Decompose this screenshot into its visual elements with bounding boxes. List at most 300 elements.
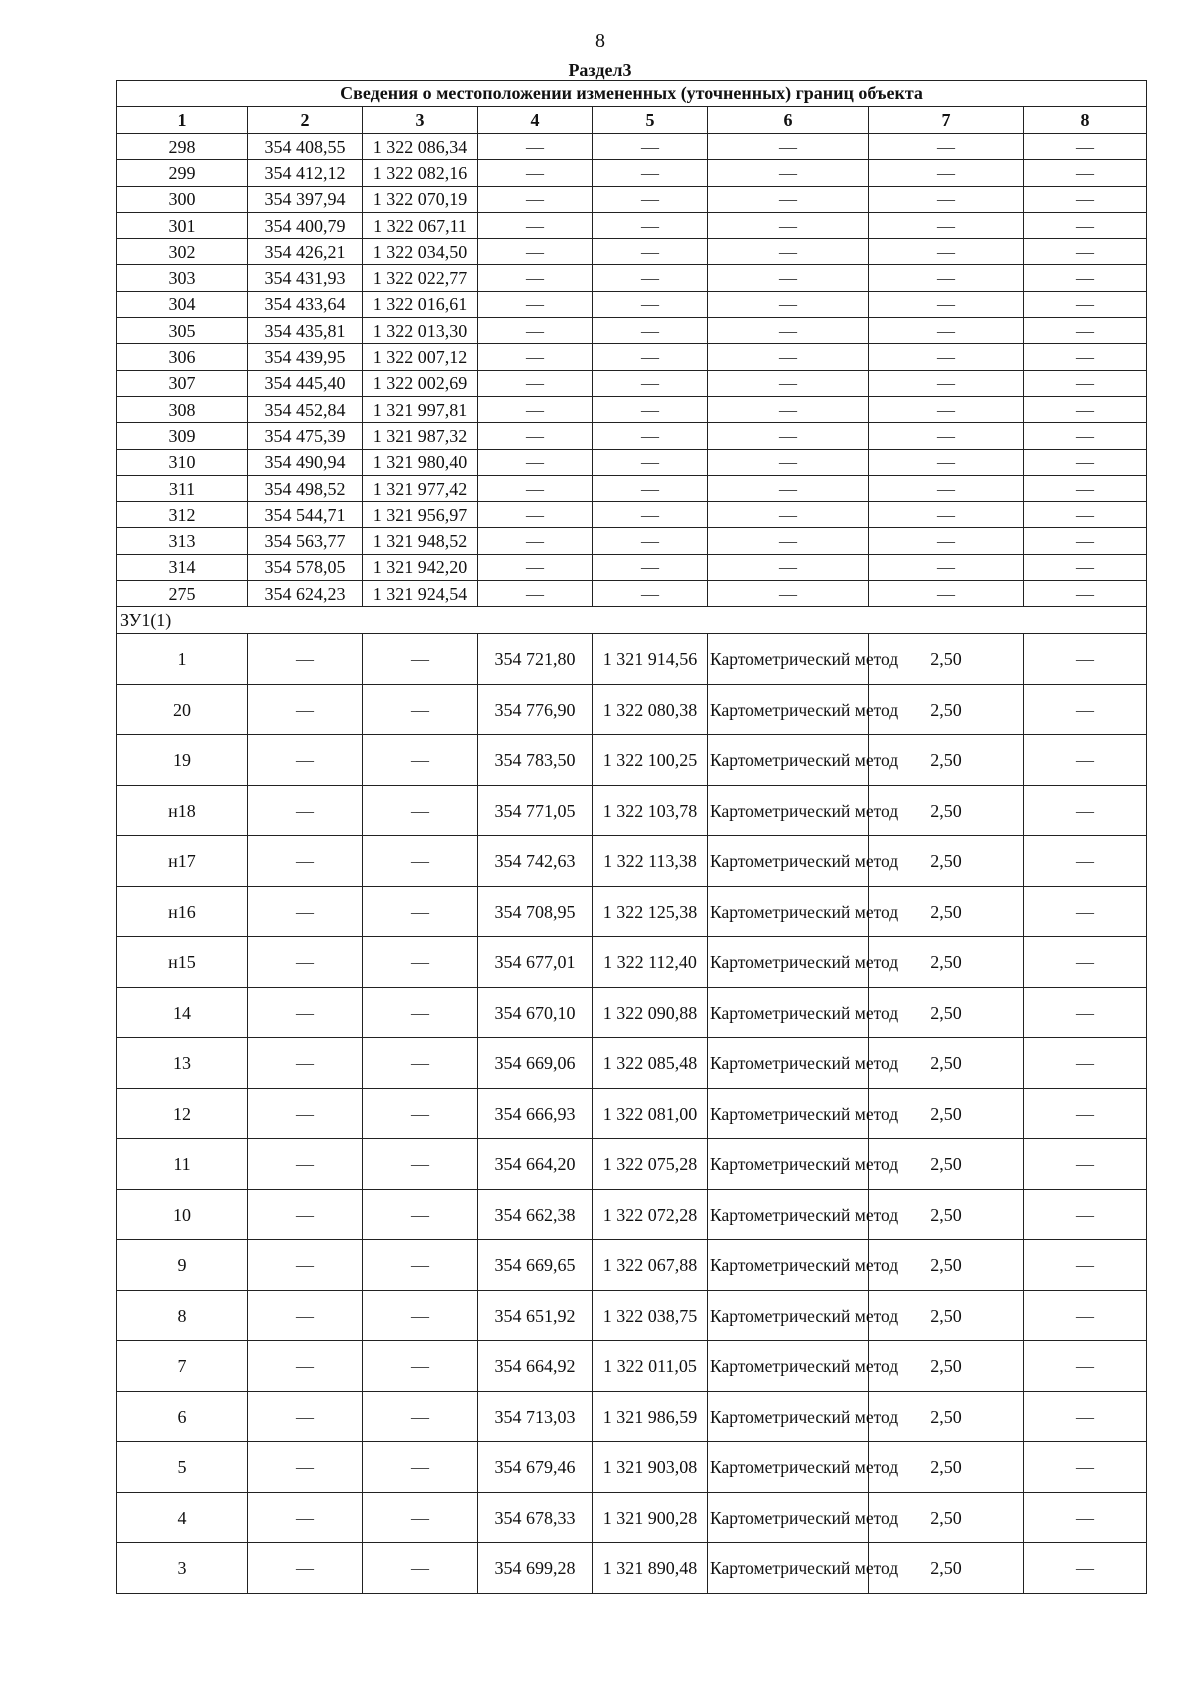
empty-dash: — <box>708 134 869 160</box>
empty-dash: — <box>363 1290 478 1341</box>
empty-dash: — <box>593 581 708 607</box>
empty-dash: — <box>1024 212 1147 238</box>
accuracy-cell: 2,50 <box>869 836 1024 887</box>
new-y: 1 321 890,48 <box>593 1543 708 1594</box>
empty-dash: — <box>593 212 708 238</box>
empty-dash: — <box>593 423 708 449</box>
empty-dash: — <box>593 396 708 422</box>
empty-dash: — <box>363 1139 478 1190</box>
empty-dash: — <box>248 1543 363 1594</box>
point-number: 20 <box>117 684 248 735</box>
table-row <box>117 1341 1147 1392</box>
point-number: 275 <box>117 581 248 607</box>
column-number-5: 5 <box>593 107 708 134</box>
accuracy-cell: 2,50 <box>869 1391 1024 1442</box>
point-number: 1 <box>117 634 248 685</box>
method-cell: Картометрический метод <box>708 1290 869 1341</box>
existing-x: 354 578,05 <box>248 554 363 580</box>
point-number: 3 <box>117 1543 248 1594</box>
point-number: 14 <box>117 987 248 1038</box>
method-cell: Картометрический метод <box>708 1139 869 1190</box>
empty-dash: — <box>478 475 593 501</box>
existing-x: 354 435,81 <box>248 318 363 344</box>
existing-x: 354 412,12 <box>248 160 363 186</box>
empty-dash: — <box>478 581 593 607</box>
existing-x: 354 431,93 <box>248 265 363 291</box>
accuracy-cell: 2,50 <box>869 1341 1024 1392</box>
empty-dash: — <box>248 1492 363 1543</box>
new-x: 354 677,01 <box>478 937 593 988</box>
table-row <box>117 186 1147 212</box>
empty-dash: — <box>248 937 363 988</box>
point-number: 6 <box>117 1391 248 1442</box>
empty-dash: — <box>869 265 1024 291</box>
method-cell: Картометрический метод <box>708 1341 869 1392</box>
point-number: 301 <box>117 212 248 238</box>
table-row <box>117 370 1147 396</box>
accuracy-cell: 2,50 <box>869 785 1024 836</box>
new-y: 1 321 914,56 <box>593 634 708 685</box>
column-number-2: 2 <box>248 107 363 134</box>
existing-y: 1 321 942,20 <box>363 554 478 580</box>
existing-y: 1 322 022,77 <box>363 265 478 291</box>
empty-dash: — <box>869 502 1024 528</box>
empty-dash: — <box>1024 634 1147 685</box>
existing-y: 1 321 997,81 <box>363 396 478 422</box>
point-number: 7 <box>117 1341 248 1392</box>
new-y: 1 322 085,48 <box>593 1038 708 1089</box>
table-row <box>117 987 1147 1038</box>
empty-dash: — <box>363 1038 478 1089</box>
table-row <box>117 291 1147 317</box>
table-row <box>117 1391 1147 1442</box>
new-y: 1 321 903,08 <box>593 1442 708 1493</box>
new-y: 1 322 125,38 <box>593 886 708 937</box>
empty-dash: — <box>248 1442 363 1493</box>
accuracy-cell: 2,50 <box>869 1442 1024 1493</box>
table-row <box>117 1189 1147 1240</box>
table-row <box>117 886 1147 937</box>
empty-dash: — <box>248 1240 363 1291</box>
table-row <box>117 1240 1147 1291</box>
point-number: 305 <box>117 318 248 344</box>
method-cell: Картометрический метод <box>708 1391 869 1442</box>
empty-dash: — <box>869 423 1024 449</box>
empty-dash: — <box>248 1139 363 1190</box>
point-number: 307 <box>117 370 248 396</box>
point-number: 299 <box>117 160 248 186</box>
point-number: 11 <box>117 1139 248 1190</box>
accuracy-cell: 2,50 <box>869 1088 1024 1139</box>
column-number-4: 4 <box>478 107 593 134</box>
empty-dash: — <box>478 344 593 370</box>
accuracy-cell: 2,50 <box>869 1240 1024 1291</box>
empty-dash: — <box>248 1189 363 1240</box>
table-row <box>117 1543 1147 1594</box>
accuracy-cell: 2,50 <box>869 1543 1024 1594</box>
method-cell: Картометрический метод <box>708 937 869 988</box>
empty-dash: — <box>1024 160 1147 186</box>
new-x: 354 708,95 <box>478 886 593 937</box>
point-number: н15 <box>117 937 248 988</box>
empty-dash: — <box>478 160 593 186</box>
empty-dash: — <box>1024 1543 1147 1594</box>
empty-dash: — <box>478 239 593 265</box>
existing-y: 1 322 034,50 <box>363 239 478 265</box>
empty-dash: — <box>1024 318 1147 344</box>
method-cell: Картометрический метод <box>708 1240 869 1291</box>
method-cell: Картометрический метод <box>708 886 869 937</box>
empty-dash: — <box>869 396 1024 422</box>
empty-dash: — <box>1024 886 1147 937</box>
new-x: 354 771,05 <box>478 785 593 836</box>
accuracy-cell: 2,50 <box>869 1290 1024 1341</box>
empty-dash: — <box>869 554 1024 580</box>
existing-x: 354 433,64 <box>248 291 363 317</box>
empty-dash: — <box>363 1391 478 1442</box>
existing-y: 1 322 086,34 <box>363 134 478 160</box>
existing-y: 1 322 016,61 <box>363 291 478 317</box>
new-x: 354 670,10 <box>478 987 593 1038</box>
table-row <box>117 239 1147 265</box>
point-number: 9 <box>117 1240 248 1291</box>
table-row <box>117 735 1147 786</box>
empty-dash: — <box>708 212 869 238</box>
empty-dash: — <box>708 186 869 212</box>
existing-y: 1 322 070,19 <box>363 186 478 212</box>
existing-x: 354 624,23 <box>248 581 363 607</box>
table-row <box>117 475 1147 501</box>
empty-dash: — <box>1024 1442 1147 1493</box>
empty-dash: — <box>869 475 1024 501</box>
empty-dash: — <box>363 886 478 937</box>
accuracy-cell: 2,50 <box>869 886 1024 937</box>
empty-dash: — <box>1024 186 1147 212</box>
table-row <box>117 423 1147 449</box>
table-row <box>117 1492 1147 1543</box>
empty-dash: — <box>1024 554 1147 580</box>
empty-dash: — <box>593 291 708 317</box>
new-y: 1 322 090,88 <box>593 987 708 1038</box>
table-body <box>117 134 1147 1594</box>
empty-dash: — <box>593 344 708 370</box>
new-y: 1 322 080,38 <box>593 684 708 735</box>
empty-dash: — <box>708 160 869 186</box>
existing-x: 354 544,71 <box>248 502 363 528</box>
empty-dash: — <box>478 212 593 238</box>
new-y: 1 322 103,78 <box>593 785 708 836</box>
accuracy-cell: 2,50 <box>869 1189 1024 1240</box>
table-row <box>117 684 1147 735</box>
empty-dash: — <box>478 186 593 212</box>
coordinates-table <box>116 80 1147 1594</box>
new-x: 354 713,03 <box>478 1391 593 1442</box>
accuracy-cell: 2,50 <box>869 937 1024 988</box>
point-number: 302 <box>117 239 248 265</box>
new-y: 1 321 986,59 <box>593 1391 708 1442</box>
table-row <box>117 528 1147 554</box>
empty-dash: — <box>1024 581 1147 607</box>
column-number-3: 3 <box>363 107 478 134</box>
empty-dash: — <box>1024 785 1147 836</box>
empty-dash: — <box>593 186 708 212</box>
empty-dash: — <box>1024 370 1147 396</box>
method-cell: Картометрический метод <box>708 1543 869 1594</box>
column-number-7: 7 <box>869 107 1024 134</box>
empty-dash: — <box>708 581 869 607</box>
column-number-row <box>117 107 1147 134</box>
empty-dash: — <box>248 886 363 937</box>
empty-dash: — <box>1024 344 1147 370</box>
empty-dash: — <box>869 291 1024 317</box>
empty-dash: — <box>708 396 869 422</box>
point-number: 13 <box>117 1038 248 1089</box>
empty-dash: — <box>363 937 478 988</box>
empty-dash: — <box>708 370 869 396</box>
point-number: 298 <box>117 134 248 160</box>
empty-dash: — <box>708 475 869 501</box>
point-number: 311 <box>117 475 248 501</box>
empty-dash: — <box>1024 1139 1147 1190</box>
empty-dash: — <box>363 684 478 735</box>
new-x: 354 699,28 <box>478 1543 593 1594</box>
table-row <box>117 1038 1147 1089</box>
table-row <box>117 554 1147 580</box>
point-number: 312 <box>117 502 248 528</box>
table-row <box>117 134 1147 160</box>
empty-dash: — <box>478 502 593 528</box>
existing-x: 354 439,95 <box>248 344 363 370</box>
existing-y: 1 321 987,32 <box>363 423 478 449</box>
existing-x: 354 397,94 <box>248 186 363 212</box>
empty-dash: — <box>1024 528 1147 554</box>
empty-dash: — <box>1024 735 1147 786</box>
empty-dash: — <box>1024 1391 1147 1442</box>
method-cell: Картометрический метод <box>708 836 869 887</box>
empty-dash: — <box>478 318 593 344</box>
new-x: 354 651,92 <box>478 1290 593 1341</box>
empty-dash: — <box>869 581 1024 607</box>
empty-dash: — <box>593 528 708 554</box>
empty-dash: — <box>363 1442 478 1493</box>
empty-dash: — <box>478 528 593 554</box>
empty-dash: — <box>869 239 1024 265</box>
method-cell: Картометрический метод <box>708 1038 869 1089</box>
accuracy-cell: 2,50 <box>869 1139 1024 1190</box>
empty-dash: — <box>248 987 363 1038</box>
method-cell: Картометрический метод <box>708 735 869 786</box>
existing-x: 354 426,21 <box>248 239 363 265</box>
method-cell: Картометрический метод <box>708 1189 869 1240</box>
empty-dash: — <box>363 1543 478 1594</box>
table-row <box>117 449 1147 475</box>
existing-y: 1 321 980,40 <box>363 449 478 475</box>
empty-dash: — <box>248 735 363 786</box>
accuracy-cell: 2,50 <box>869 987 1024 1038</box>
method-cell: Картометрический метод <box>708 987 869 1038</box>
empty-dash: — <box>1024 1189 1147 1240</box>
empty-dash: — <box>869 344 1024 370</box>
point-number: 304 <box>117 291 248 317</box>
empty-dash: — <box>1024 937 1147 988</box>
table-row <box>117 502 1147 528</box>
empty-dash: — <box>248 684 363 735</box>
point-number: 309 <box>117 423 248 449</box>
new-y: 1 322 112,40 <box>593 937 708 988</box>
method-cell: Картометрический метод <box>708 1442 869 1493</box>
empty-dash: — <box>708 344 869 370</box>
empty-dash: — <box>708 528 869 554</box>
empty-dash: — <box>593 160 708 186</box>
empty-dash: — <box>1024 1038 1147 1089</box>
new-y: 1 322 067,88 <box>593 1240 708 1291</box>
column-number-8: 8 <box>1024 107 1147 134</box>
point-number: 12 <box>117 1088 248 1139</box>
empty-dash: — <box>708 318 869 344</box>
table-row <box>117 265 1147 291</box>
new-x: 354 742,63 <box>478 836 593 887</box>
empty-dash: — <box>1024 134 1147 160</box>
empty-dash: — <box>593 239 708 265</box>
accuracy-cell: 2,50 <box>869 1038 1024 1089</box>
empty-dash: — <box>1024 265 1147 291</box>
empty-dash: — <box>1024 1492 1147 1543</box>
existing-y: 1 322 007,12 <box>363 344 478 370</box>
point-number: 308 <box>117 396 248 422</box>
empty-dash: — <box>363 987 478 1038</box>
new-y: 1 322 072,28 <box>593 1189 708 1240</box>
existing-y: 1 321 924,54 <box>363 581 478 607</box>
empty-dash: — <box>363 1492 478 1543</box>
empty-dash: — <box>363 785 478 836</box>
new-x: 354 679,46 <box>478 1442 593 1493</box>
empty-dash: — <box>363 735 478 786</box>
point-number: 303 <box>117 265 248 291</box>
method-cell: Картометрический метод <box>708 634 869 685</box>
empty-dash: — <box>1024 449 1147 475</box>
empty-dash: — <box>363 1088 478 1139</box>
new-y: 1 322 113,38 <box>593 836 708 887</box>
new-x: 354 678,33 <box>478 1492 593 1543</box>
empty-dash: — <box>869 449 1024 475</box>
empty-dash: — <box>478 370 593 396</box>
empty-dash: — <box>248 634 363 685</box>
new-x: 354 783,50 <box>478 735 593 786</box>
existing-y: 1 322 082,16 <box>363 160 478 186</box>
empty-dash: — <box>708 423 869 449</box>
new-y: 1 322 011,05 <box>593 1341 708 1392</box>
empty-dash: — <box>593 370 708 396</box>
method-cell: Картометрический метод <box>708 684 869 735</box>
empty-dash: — <box>1024 1290 1147 1341</box>
table-row <box>117 1442 1147 1493</box>
empty-dash: — <box>869 212 1024 238</box>
empty-dash: — <box>708 449 869 475</box>
point-number: 300 <box>117 186 248 212</box>
empty-dash: — <box>869 186 1024 212</box>
existing-y: 1 321 948,52 <box>363 528 478 554</box>
empty-dash: — <box>1024 1088 1147 1139</box>
empty-dash: — <box>1024 239 1147 265</box>
empty-dash: — <box>593 502 708 528</box>
accuracy-cell: 2,50 <box>869 634 1024 685</box>
existing-x: 354 445,40 <box>248 370 363 396</box>
empty-dash: — <box>869 318 1024 344</box>
new-y: 1 322 081,00 <box>593 1088 708 1139</box>
method-cell: Картометрический метод <box>708 1088 869 1139</box>
empty-dash: — <box>593 318 708 344</box>
column-number-1: 1 <box>117 107 248 134</box>
table-row <box>117 212 1147 238</box>
point-number: 306 <box>117 344 248 370</box>
table-row <box>117 1088 1147 1139</box>
empty-dash: — <box>478 396 593 422</box>
column-number-6: 6 <box>708 107 869 134</box>
existing-y: 1 321 977,42 <box>363 475 478 501</box>
existing-y: 1 322 067,11 <box>363 212 478 238</box>
empty-dash: — <box>869 370 1024 396</box>
existing-x: 354 498,52 <box>248 475 363 501</box>
empty-dash: — <box>248 1290 363 1341</box>
point-number: н16 <box>117 886 248 937</box>
empty-dash: — <box>478 265 593 291</box>
existing-x: 354 452,84 <box>248 396 363 422</box>
existing-y: 1 322 013,30 <box>363 318 478 344</box>
empty-dash: — <box>708 265 869 291</box>
empty-dash: — <box>708 291 869 317</box>
accuracy-cell: 2,50 <box>869 684 1024 735</box>
empty-dash: — <box>593 554 708 580</box>
existing-x: 354 490,94 <box>248 449 363 475</box>
table-row <box>117 344 1147 370</box>
empty-dash: — <box>593 475 708 501</box>
empty-dash: — <box>363 836 478 887</box>
empty-dash: — <box>1024 423 1147 449</box>
empty-dash: — <box>248 836 363 887</box>
table-row <box>117 1290 1147 1341</box>
point-number: 8 <box>117 1290 248 1341</box>
new-x: 354 666,93 <box>478 1088 593 1139</box>
new-y: 1 321 900,28 <box>593 1492 708 1543</box>
new-y: 1 322 100,25 <box>593 735 708 786</box>
empty-dash: — <box>1024 836 1147 887</box>
empty-dash: — <box>869 528 1024 554</box>
group-row <box>117 607 1147 634</box>
table-row <box>117 581 1147 607</box>
page-number: 8 <box>595 30 605 52</box>
empty-dash: — <box>1024 396 1147 422</box>
existing-y: 1 321 956,97 <box>363 502 478 528</box>
empty-dash: — <box>478 554 593 580</box>
point-number: 313 <box>117 528 248 554</box>
existing-x: 354 475,39 <box>248 423 363 449</box>
new-x: 354 664,92 <box>478 1341 593 1392</box>
point-number: 5 <box>117 1442 248 1493</box>
table-row <box>117 160 1147 186</box>
empty-dash: — <box>869 134 1024 160</box>
method-cell: Картометрический метод <box>708 1492 869 1543</box>
table-caption: Сведения о местоположении измененных (уточненных) границ объекта <box>117 81 1147 107</box>
existing-x: 354 400,79 <box>248 212 363 238</box>
table-row <box>117 785 1147 836</box>
empty-dash: — <box>1024 684 1147 735</box>
point-number: 310 <box>117 449 248 475</box>
empty-dash: — <box>478 134 593 160</box>
empty-dash: — <box>593 265 708 291</box>
table-row <box>117 937 1147 988</box>
point-number: н17 <box>117 836 248 887</box>
empty-dash: — <box>708 502 869 528</box>
